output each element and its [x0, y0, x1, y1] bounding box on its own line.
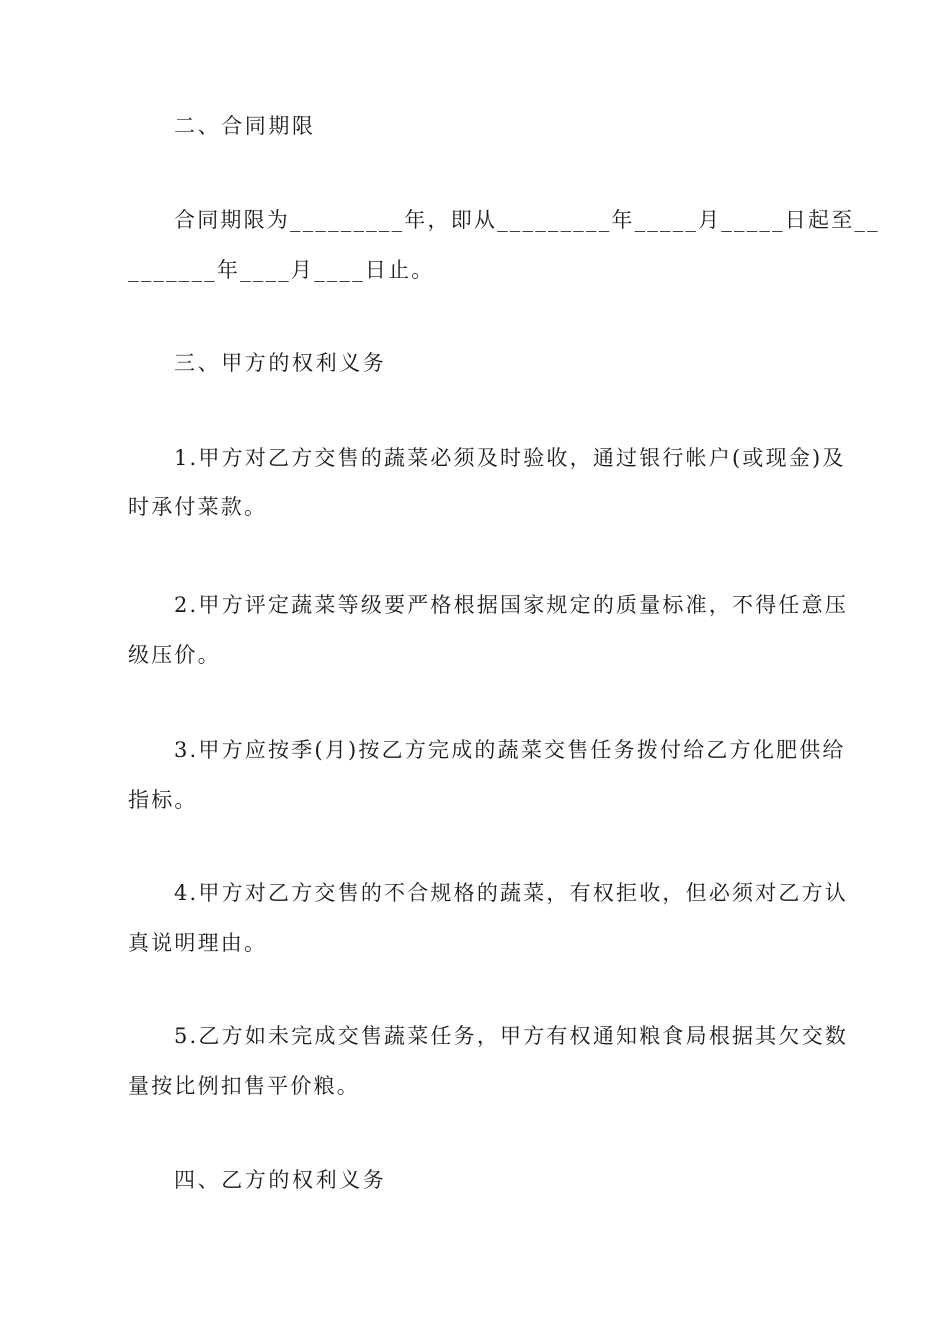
clause-4-line-2: 真说明理由。: [128, 931, 268, 955]
clause-1-line-2: 时承付菜款。: [128, 495, 268, 519]
section-heading-term: 二、合同期限: [174, 114, 316, 138]
section-heading-party-b: 四、乙方的权利义务: [174, 1168, 387, 1192]
term-paragraph-line-2: _______年____月____日止。: [128, 258, 435, 282]
clause-3-line-2: 指标。: [128, 788, 198, 812]
section-heading-party-a: 三、甲方的权利义务: [174, 351, 387, 375]
clause-1-line-1: 1.甲方对乙方交售的蔬菜必须及时验收，通过银行帐户(或现金)及: [174, 446, 846, 470]
clause-5-line-1: 5.乙方如未完成交售蔬菜任务，甲方有权通知粮食局根据其欠交数: [174, 1024, 849, 1048]
clause-5-line-2: 量按比例扣售平价粮。: [128, 1074, 360, 1098]
clause-3-line-1: 3.甲方应按季(月)按乙方完成的蔬菜交售任务拨付给乙方化肥供给: [174, 738, 846, 762]
clause-2-line-2: 级压价。: [128, 643, 221, 667]
term-paragraph-line-1: 合同期限为_________年，即从_________年_____月_____日起至__: [174, 208, 880, 232]
clause-2-line-1: 2.甲方评定蔬菜等级要严格根据国家规定的质量标准，不得任意压: [174, 593, 849, 617]
clause-4-line-1: 4.甲方对乙方交售的不合规格的蔬菜，有权拒收，但必须对乙方认: [174, 881, 849, 905]
